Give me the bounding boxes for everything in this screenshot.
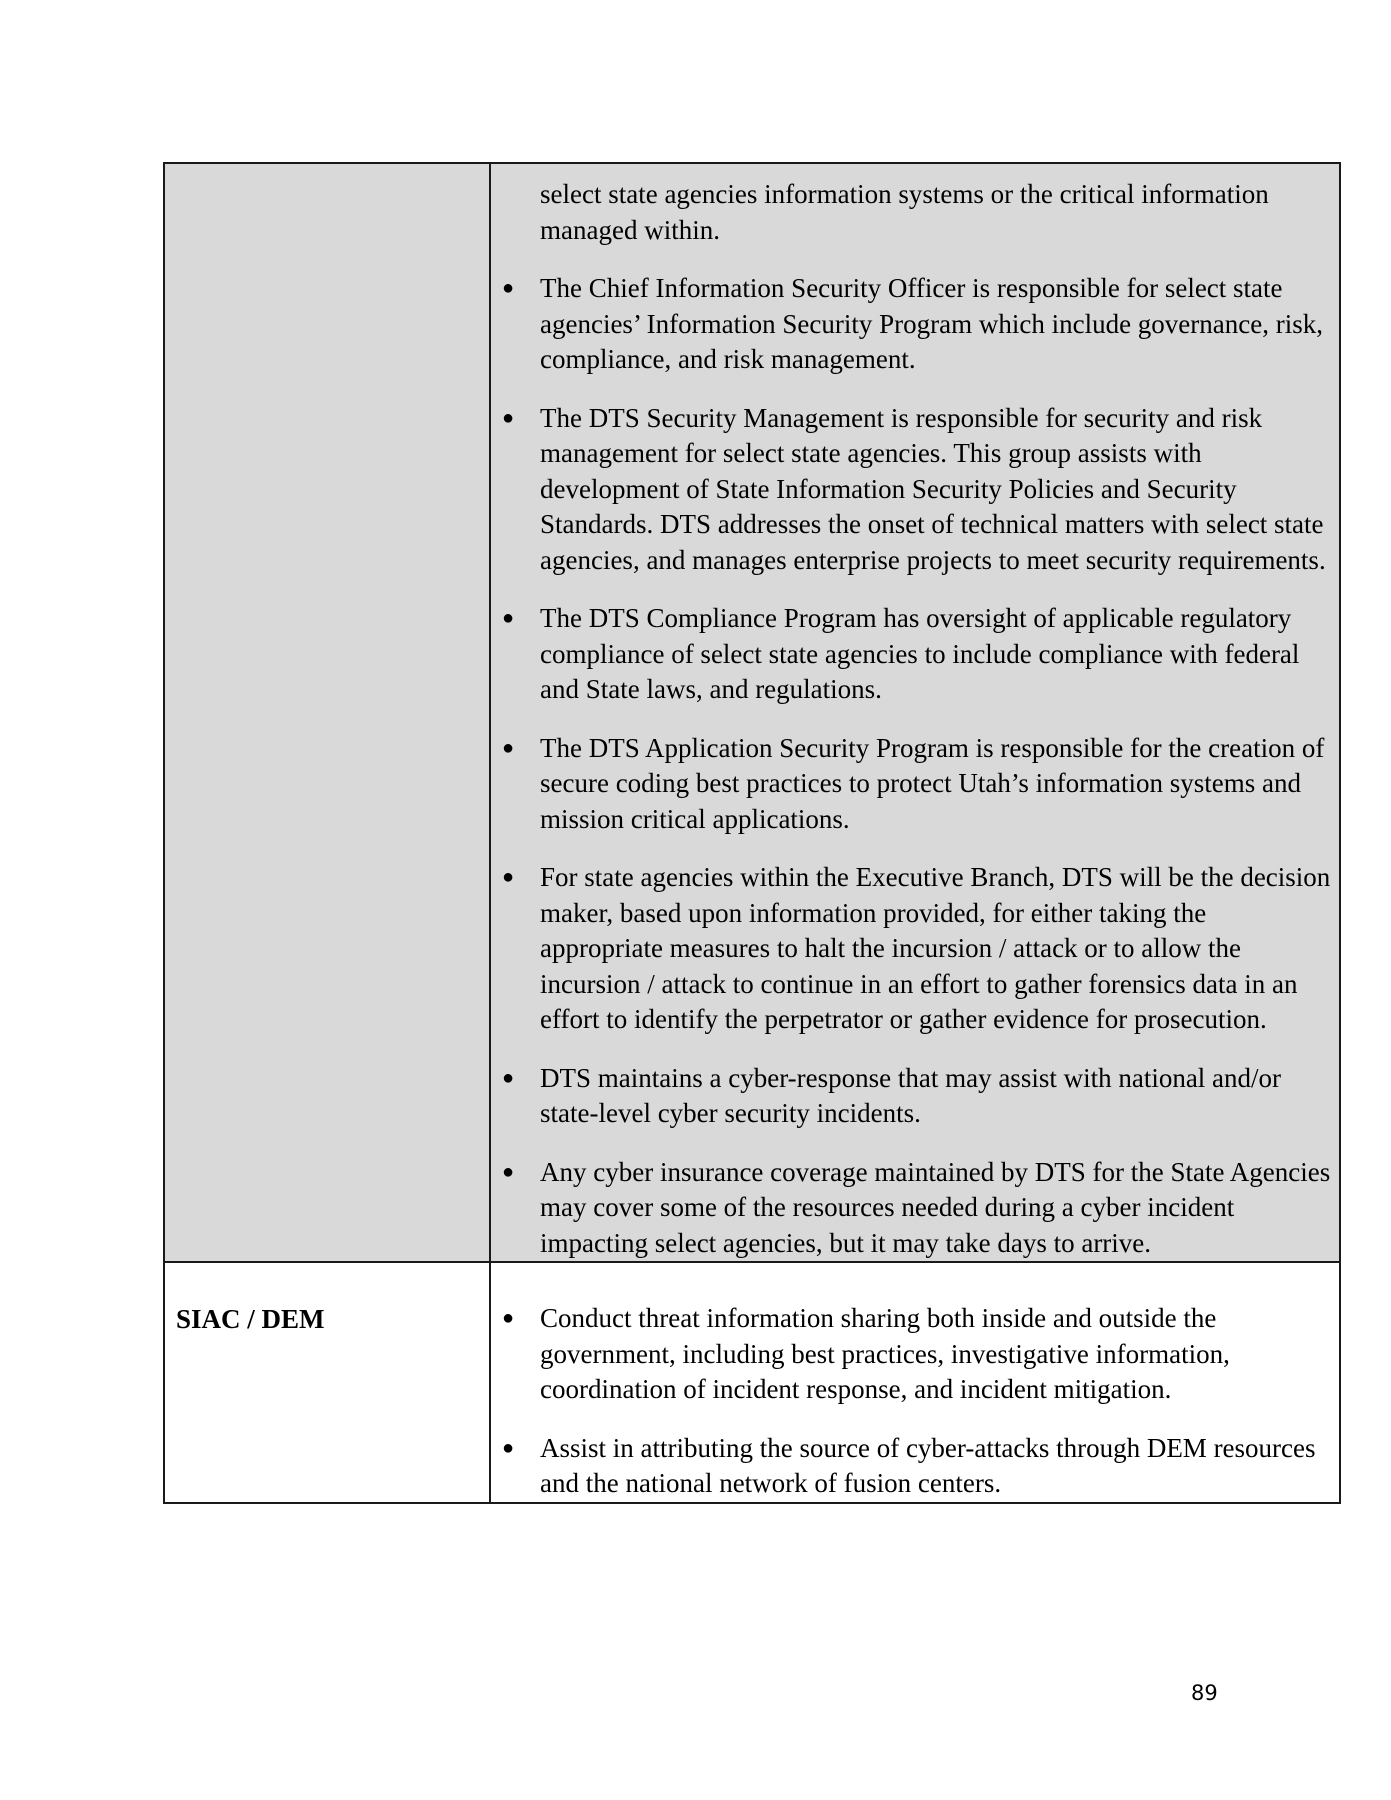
bullet-icon: ● [502,277,515,299]
list-item [491,731,1339,838]
list-item [491,860,1339,1038]
list-item [491,1155,1339,1262]
bullet-icon: ● [502,406,515,429]
table-row [164,1262,1340,1503]
page-number: 89 [1191,1681,1218,1705]
list-item [491,1263,1339,1408]
role-label [165,164,489,202]
bullet-icon: ● [502,1160,515,1183]
list-item [491,1061,1339,1132]
list-item-text: DTS maintains a cyber-response that may assist with national and/or state-level cyber security incidents. [540,1062,1282,1128]
list-item-text: The DTS Compliance Program has oversight of applicable regulatory compliance of select state agencies to include compliance with federal and State laws, and regulations. [540,603,1300,704]
list-item-text: Any cyber insurance coverage maintained by DTS for the State Agencies may cover some of the resources needed during a cyber incident impacting select agencies, but it may take days to arrive. [540,1156,1331,1258]
role-cell [164,1262,490,1503]
list-item-text: Conduct threat information sharing both inside and outside the government, including best practices, investigative information, coordination of incident response, and incident mitigation. [540,1303,1230,1404]
responsibility-list [491,1263,1339,1502]
list-item-text: For state agencies within the Executive Branch, DTS will be the decision maker, based upon information provided, for either taking the appropriate measures to halt the incursion / attack or to allow the incursion / attack to continue in an effort to gather forensics data in an effort to identify the perpetrator or gather evidence for prosecution. [540,862,1331,1034]
list-item [491,271,1339,378]
bullet-icon: ● [502,1066,515,1089]
list-item [491,401,1339,579]
role-label: SIAC / DEM [176,1304,325,1334]
responsibilities-cell [490,1262,1340,1503]
bullet-icon: ● [502,736,515,759]
responsibilities-table [163,162,1341,1504]
list-item [491,1431,1339,1502]
bullet-icon: ● [502,1436,515,1459]
list-item-text: Assist in attributing the source of cyber-attacks through DEM resources and the national network of fusion centers. [540,1432,1316,1498]
bullet-icon: ● [502,607,515,629]
bullet-icon: ● [502,1307,515,1329]
list-item-text: The DTS Application Security Program is responsible for the creation of secure coding best practices to protect Utah’s information systems and mission critical applications. [540,732,1325,834]
list-item [491,601,1339,708]
bullet-icon: ● [502,866,515,888]
responsibility-list [491,271,1339,1261]
responsibilities-cell [490,163,1340,1262]
role-cell [164,163,490,1262]
table-row [164,163,1340,1262]
continued-text: select state agencies information systems or the critical information managed within. [540,179,1269,245]
list-item-text: The DTS Security Management is responsible for security and risk management for select state agencies. This group assists with development of State Information Security Policies and Security Standards. DTS addresses the onset of technical matters with select state agencies, and manages enterprise projects to meet security requirements. [540,402,1326,575]
list-item-text: The Chief Information Security Officer is responsible for select state agencies’ Information Security Program which include governance, risk, compliance, and risk management. [540,273,1323,374]
